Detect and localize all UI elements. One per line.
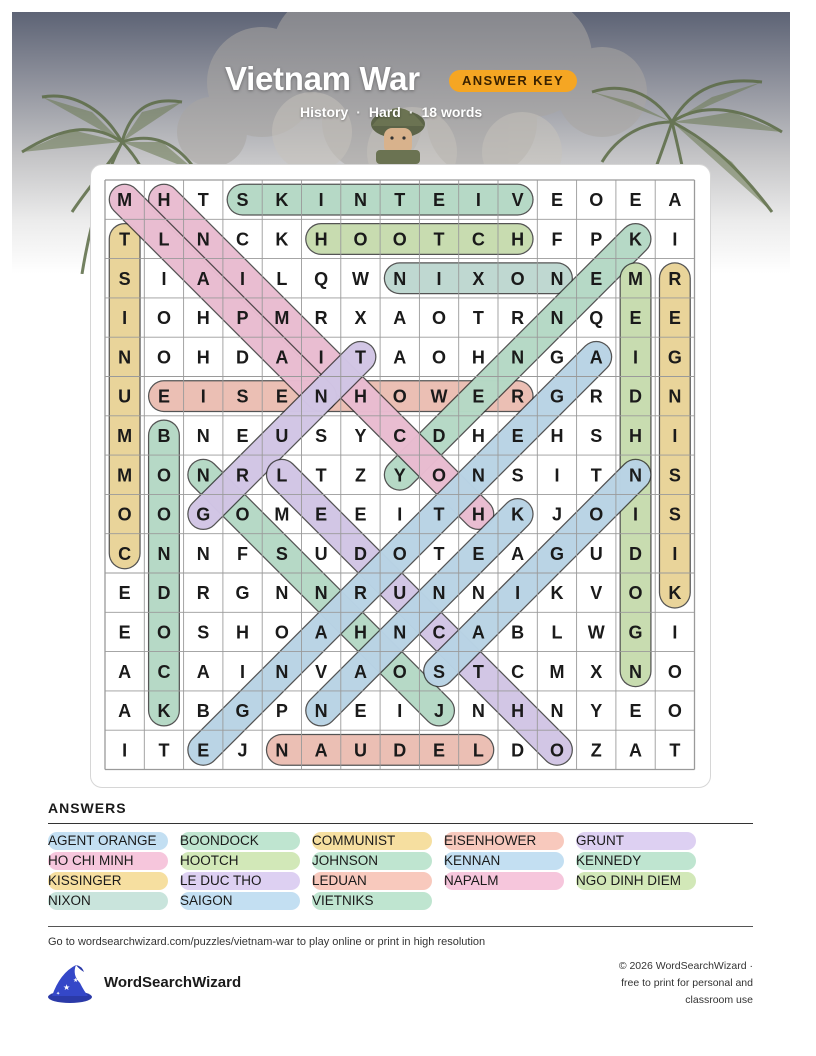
grid-letter[interactable]: A	[196, 268, 210, 289]
copyright-line: © 2026 WordSearchWizard ·	[618, 960, 753, 972]
grid-letter[interactable]: G	[549, 543, 564, 564]
grid-letter[interactable]: T	[433, 504, 445, 525]
grid-letter[interactable]: A	[353, 661, 367, 682]
answer-item: NIXON	[48, 892, 168, 910]
grid-letter[interactable]: Y	[393, 465, 406, 486]
grid-letter[interactable]: E	[354, 504, 367, 525]
grid-letter[interactable]: T	[119, 229, 131, 250]
difficulty-label: Hard	[368, 104, 401, 120]
grid-letter[interactable]: I	[122, 308, 128, 329]
grid-letter[interactable]: C	[511, 661, 525, 682]
grid-letter[interactable]: C	[157, 661, 171, 682]
grid-letter[interactable]: T	[433, 229, 445, 250]
grid-letter[interactable]: U	[353, 740, 367, 761]
grid-letter[interactable]: T	[590, 465, 602, 486]
grid-letter[interactable]: E	[157, 386, 170, 407]
grid-letter[interactable]: D	[511, 740, 525, 761]
grid-letter[interactable]: C	[471, 229, 485, 250]
grid-letter[interactable]: N	[275, 583, 289, 604]
grid-letter[interactable]: L	[158, 229, 170, 250]
grid-letter[interactable]: O	[117, 504, 132, 525]
grid-letter[interactable]: A	[668, 190, 682, 211]
grid-letter[interactable]: O	[156, 308, 171, 329]
grid-letter[interactable]: H	[196, 308, 210, 329]
grid-letter[interactable]: L	[276, 268, 288, 289]
answer-item: BOONDOCK	[180, 832, 300, 850]
grid-letter[interactable]: D	[157, 583, 171, 604]
grid-letter[interactable]: E	[433, 740, 446, 761]
page-title: Vietnam War	[225, 60, 420, 97]
grid-letter[interactable]: G	[628, 622, 643, 643]
grid-letter[interactable]: G	[235, 701, 250, 722]
svg-text:★: ★	[63, 983, 71, 992]
grid-letter[interactable]: R	[353, 583, 367, 604]
grid-letter[interactable]: Q	[589, 308, 604, 329]
grid-letter[interactable]: G	[235, 583, 250, 604]
grid-letter[interactable]: I	[672, 543, 678, 564]
grid-letter[interactable]: H	[511, 229, 525, 250]
grid-letter[interactable]: D	[629, 386, 643, 407]
grid-letter[interactable]: O	[589, 504, 604, 525]
grid-letter[interactable]: U	[314, 543, 328, 564]
grid-letter[interactable]: R	[314, 308, 328, 329]
grid-letter[interactable]: S	[118, 268, 131, 289]
grid-letter[interactable]: A	[629, 740, 643, 761]
answer-item: AGENT ORANGE	[48, 832, 168, 850]
grid-letter[interactable]: X	[590, 661, 603, 682]
grid-letter[interactable]: O	[589, 190, 604, 211]
grid-letter[interactable]: N	[196, 465, 210, 486]
grid-letter[interactable]: A	[511, 543, 525, 564]
grid-letter[interactable]: E	[629, 190, 642, 211]
grid-letter[interactable]: D	[393, 740, 407, 761]
grid-letter[interactable]: G	[196, 504, 211, 525]
grid-letter[interactable]: E	[118, 622, 131, 643]
grid-letter[interactable]: M	[628, 268, 644, 289]
copyright-line: classroom use	[685, 994, 753, 1006]
grid-letter[interactable]: O	[628, 583, 643, 604]
grid-letter[interactable]: S	[236, 386, 249, 407]
grid-letter[interactable]: S	[433, 661, 446, 682]
grid-letter[interactable]: W	[587, 622, 605, 643]
grid-letter[interactable]: O	[392, 386, 407, 407]
grid-letter[interactable]: N	[471, 701, 485, 722]
grid-letter[interactable]: H	[353, 386, 367, 407]
grid-letter[interactable]: E	[197, 740, 210, 761]
grid-letter[interactable]: O	[667, 661, 682, 682]
grid-letter[interactable]: H	[196, 347, 210, 368]
grid-letter[interactable]: J	[237, 740, 248, 761]
grid-letter[interactable]: C	[236, 229, 250, 250]
grid-letter[interactable]: M	[117, 465, 133, 486]
grid-letter[interactable]: R	[511, 308, 525, 329]
grid-letter[interactable]: L	[551, 622, 563, 643]
grid-letter[interactable]: F	[237, 543, 249, 564]
grid-letter[interactable]: F	[551, 229, 563, 250]
grid-letter[interactable]: I	[672, 622, 678, 643]
grid-letter[interactable]: E	[472, 386, 485, 407]
grid-letter[interactable]: B	[196, 701, 210, 722]
answer-item: KENNEDY	[576, 852, 696, 870]
grid-letter[interactable]: N	[668, 386, 682, 407]
answer-item: LE DUC THO	[180, 872, 300, 890]
grid-letter[interactable]: Z	[590, 740, 602, 761]
answer-item: EISENHOWER	[444, 832, 564, 850]
grid-letter[interactable]: K	[629, 229, 643, 250]
answer-item: KENNAN	[444, 852, 564, 870]
grid-letter[interactable]: M	[117, 425, 133, 446]
grid-letter[interactable]: D	[353, 543, 367, 564]
grid-letter[interactable]: D	[236, 347, 250, 368]
grid-letter[interactable]: O	[549, 740, 564, 761]
grid-letter[interactable]: Q	[314, 268, 329, 289]
grid-letter[interactable]: S	[590, 425, 603, 446]
grid-letter[interactable]: G	[667, 347, 682, 368]
grid-letter[interactable]: H	[471, 347, 485, 368]
grid-letter[interactable]: E	[354, 701, 367, 722]
grid-letter[interactable]: C	[118, 543, 132, 564]
grid-letter[interactable]: N	[471, 465, 485, 486]
grid-letter[interactable]: O	[432, 347, 447, 368]
grid-letter[interactable]: N	[118, 347, 132, 368]
grid-letter[interactable]: A	[589, 347, 603, 368]
grid-letter[interactable]: O	[432, 308, 447, 329]
grid-letter[interactable]: V	[511, 190, 524, 211]
grid-letter[interactable]: N	[550, 308, 564, 329]
grid-letter[interactable]: N	[275, 661, 289, 682]
grid-letter[interactable]: O	[235, 504, 250, 525]
grid-letter[interactable]: E	[550, 190, 563, 211]
grid-letter[interactable]: N	[629, 465, 643, 486]
divider	[48, 926, 753, 927]
grid-letter[interactable]: S	[668, 465, 681, 486]
grid-letter[interactable]: S	[511, 465, 524, 486]
grid-letter[interactable]: S	[315, 425, 328, 446]
grid-letter[interactable]: T	[354, 347, 366, 368]
grid-letter[interactable]: H	[314, 229, 328, 250]
grid-letter[interactable]: K	[550, 583, 564, 604]
grid-letter[interactable]: O	[392, 543, 407, 564]
divider	[48, 823, 753, 824]
meta-separator: ·	[356, 104, 361, 120]
grid-letter[interactable]: I	[515, 583, 521, 604]
grid-letter[interactable]: S	[668, 504, 681, 525]
grid-letter[interactable]: R	[196, 583, 210, 604]
grid-letter[interactable]: E	[315, 504, 328, 525]
grid-letter[interactable]: N	[314, 583, 328, 604]
grid-letter[interactable]: N	[471, 583, 485, 604]
grid-letter[interactable]: E	[275, 386, 288, 407]
grid-letter[interactable]: A	[275, 347, 289, 368]
grid-letter[interactable]: D	[629, 543, 643, 564]
grid-letter[interactable]: L	[472, 740, 484, 761]
answer-item: COMMUNIST	[312, 832, 432, 850]
grid-letter[interactable]: O	[156, 504, 171, 525]
grid-letter[interactable]: W	[430, 386, 448, 407]
answer-item: HO CHI MINH	[48, 852, 168, 870]
grid-letter[interactable]: Y	[590, 701, 603, 722]
grid-letter[interactable]: M	[274, 504, 290, 525]
grid-letter[interactable]: U	[275, 425, 289, 446]
grid-letter[interactable]: I	[122, 740, 128, 761]
grid-letter[interactable]: O	[510, 268, 525, 289]
grid-letter[interactable]: I	[554, 465, 560, 486]
grid-letter[interactable]: H	[157, 190, 171, 211]
subject-label: History	[300, 104, 349, 120]
answer-item: HOOTCH	[180, 852, 300, 870]
grid-letter[interactable]: R	[236, 465, 250, 486]
answer-item: KISSINGER	[48, 872, 168, 890]
grid-letter[interactable]: O	[156, 622, 171, 643]
grid-letter[interactable]: O	[392, 229, 407, 250]
grid-letter[interactable]: I	[672, 229, 678, 250]
grid-letter[interactable]: E	[511, 425, 524, 446]
grid-letter[interactable]: S	[236, 190, 249, 211]
grid-letter[interactable]: P	[236, 308, 249, 329]
grid-letter[interactable]: C	[393, 425, 407, 446]
word-count-label: 18 words	[421, 104, 483, 120]
svg-text:✦: ✦	[56, 991, 61, 997]
answer-item: NAPALM	[444, 872, 564, 890]
svg-text:★: ★	[73, 978, 79, 984]
answer-item: SAIGON	[180, 892, 300, 910]
grid-letter[interactable]: P	[590, 229, 603, 250]
grid-letter[interactable]: R	[511, 386, 525, 407]
grid-letter[interactable]: K	[511, 504, 525, 525]
grid-letter[interactable]: R	[589, 386, 603, 407]
grid-letter[interactable]: E	[236, 425, 249, 446]
grid-letter[interactable]: C	[432, 622, 446, 643]
grid-letter[interactable]: E	[629, 701, 642, 722]
grid-letter[interactable]: A	[471, 622, 485, 643]
grid-letter[interactable]: I	[240, 661, 246, 682]
grid-letter[interactable]: I	[672, 425, 678, 446]
copyright	[583, 958, 753, 1009]
grid-letter[interactable]: H	[511, 701, 525, 722]
letter-layer	[117, 190, 682, 760]
grid-letter[interactable]: N	[157, 543, 171, 564]
grid-letter[interactable]: W	[351, 268, 369, 289]
grid-letter[interactable]: G	[549, 386, 564, 407]
grid-letter[interactable]: U	[118, 386, 132, 407]
grid-letter[interactable]: A	[196, 661, 210, 682]
grid-letter[interactable]: Z	[354, 465, 366, 486]
grid-letter[interactable]: N	[196, 543, 210, 564]
grid-letter[interactable]: H	[629, 425, 643, 446]
grid-letter[interactable]: I	[318, 190, 324, 211]
answer-key-badge: ANSWER KEY	[449, 70, 577, 92]
grid-letter[interactable]: N	[511, 347, 525, 368]
grid-letter[interactable]: A	[393, 347, 407, 368]
grid-letter[interactable]: L	[276, 465, 288, 486]
grid-letter[interactable]: A	[314, 622, 328, 643]
grid-letter[interactable]: O	[667, 701, 682, 722]
grid-letter[interactable]: A	[314, 740, 328, 761]
answer-item: NGO DINH DIEM	[576, 872, 696, 890]
answers-heading: ANSWERS	[48, 800, 127, 816]
grid-letter[interactable]: T	[669, 740, 681, 761]
grid-letter[interactable]: N	[353, 190, 367, 211]
grid-letter[interactable]: N	[314, 701, 328, 722]
grid-letter[interactable]: S	[197, 622, 210, 643]
grid-letter[interactable]: O	[353, 229, 368, 250]
grid-letter[interactable]: N	[393, 268, 407, 289]
grid-letter[interactable]: X	[354, 308, 367, 329]
wizard-hat-icon	[46, 963, 94, 1005]
grid-letter[interactable]: O	[156, 465, 171, 486]
grid-letter[interactable]: O	[432, 465, 447, 486]
grid-letter[interactable]: V	[590, 583, 603, 604]
grid-letter[interactable]: O	[274, 622, 289, 643]
grid-letter[interactable]: N	[629, 661, 643, 682]
grid-letter[interactable]: I	[200, 386, 206, 407]
grid-letter[interactable]: E	[118, 583, 131, 604]
grid-letter[interactable]: B	[511, 622, 525, 643]
grid-letter[interactable]: T	[472, 308, 484, 329]
grid-letter[interactable]: N	[196, 229, 210, 250]
grid-letter[interactable]: H	[353, 622, 367, 643]
grid-letter[interactable]: N	[432, 583, 446, 604]
grid-letter[interactable]: K	[668, 583, 682, 604]
grid-letter[interactable]: E	[590, 268, 603, 289]
grid-letter[interactable]: T	[315, 465, 327, 486]
grid-letter[interactable]: I	[161, 268, 167, 289]
grid-letter[interactable]: T	[394, 190, 406, 211]
grid-letter[interactable]: N	[393, 622, 407, 643]
grid-letter[interactable]: I	[633, 504, 639, 525]
grid-letter[interactable]: M	[274, 308, 290, 329]
grid-letter[interactable]: A	[118, 661, 132, 682]
grid-letter[interactable]: J	[434, 701, 445, 722]
grid-letter[interactable]: Y	[354, 425, 367, 446]
grid-letter[interactable]: N	[550, 701, 564, 722]
grid-letter[interactable]: A	[118, 701, 132, 722]
answer-item: VIETNIKS	[312, 892, 432, 910]
grid-letter[interactable]: H	[471, 425, 485, 446]
grid-letter[interactable]: K	[275, 190, 289, 211]
grid-letter[interactable]: I	[436, 268, 442, 289]
grid-letter[interactable]: P	[275, 701, 288, 722]
grid-letter[interactable]: K	[157, 701, 171, 722]
grid-letter[interactable]: E	[433, 190, 446, 211]
answer-item: LEDUAN	[312, 872, 432, 890]
footer-link-text[interactable]: Go to wordsearchwizard.com/puzzles/vietnam-war to play online or print in high resolution	[48, 936, 486, 948]
grid-letter[interactable]: T	[158, 740, 170, 761]
grid-letter[interactable]: T	[433, 543, 445, 564]
grid-letter[interactable]: S	[275, 543, 288, 564]
grid-letter[interactable]: N	[275, 740, 289, 761]
grid-letter[interactable]: I	[475, 190, 481, 211]
grid-letter[interactable]: I	[318, 347, 324, 368]
grid-letter[interactable]: T	[197, 190, 209, 211]
grid-letter[interactable]: O	[156, 347, 171, 368]
answer-item: GRUNT	[576, 832, 696, 850]
grid-letter[interactable]: U	[393, 583, 407, 604]
grid-letter[interactable]: N	[314, 386, 328, 407]
grid-letter[interactable]: X	[472, 268, 485, 289]
grid-letter[interactable]: H	[550, 425, 564, 446]
grid-letter[interactable]: U	[589, 543, 603, 564]
grid-letter[interactable]: I	[397, 504, 403, 525]
grid-letter[interactable]: J	[551, 504, 562, 525]
grid-letter[interactable]: M	[117, 190, 133, 211]
grid-letter[interactable]: N	[550, 268, 564, 289]
grid-letter[interactable]: E	[472, 543, 485, 564]
grid-letter[interactable]: N	[196, 425, 210, 446]
grid-letter[interactable]: T	[472, 661, 484, 682]
grid-letter[interactable]: O	[392, 661, 407, 682]
grid-letter[interactable]: D	[432, 425, 446, 446]
grid-letter[interactable]: M	[549, 661, 565, 682]
grid-letter[interactable]: V	[315, 661, 328, 682]
grid-letter[interactable]: A	[393, 308, 407, 329]
grid-letter[interactable]: E	[629, 308, 642, 329]
grid-letter[interactable]: R	[668, 268, 682, 289]
brand-name[interactable]: WordSearchWizard	[104, 974, 242, 991]
grid-letter[interactable]: E	[668, 308, 681, 329]
grid-letter[interactable]: I	[240, 268, 246, 289]
grid-letter[interactable]: G	[549, 347, 564, 368]
grid-letter[interactable]: H	[236, 622, 250, 643]
grid-letter[interactable]: H	[471, 504, 485, 525]
copyright-line: free to print for personal and	[621, 977, 753, 989]
grid-letter[interactable]: B	[157, 425, 171, 446]
grid-letter[interactable]: I	[633, 347, 639, 368]
grid-letter[interactable]: K	[275, 229, 289, 250]
answer-item: JOHNSON	[312, 852, 432, 870]
grid-letter[interactable]: I	[397, 701, 403, 722]
meta-separator: ·	[408, 104, 414, 120]
